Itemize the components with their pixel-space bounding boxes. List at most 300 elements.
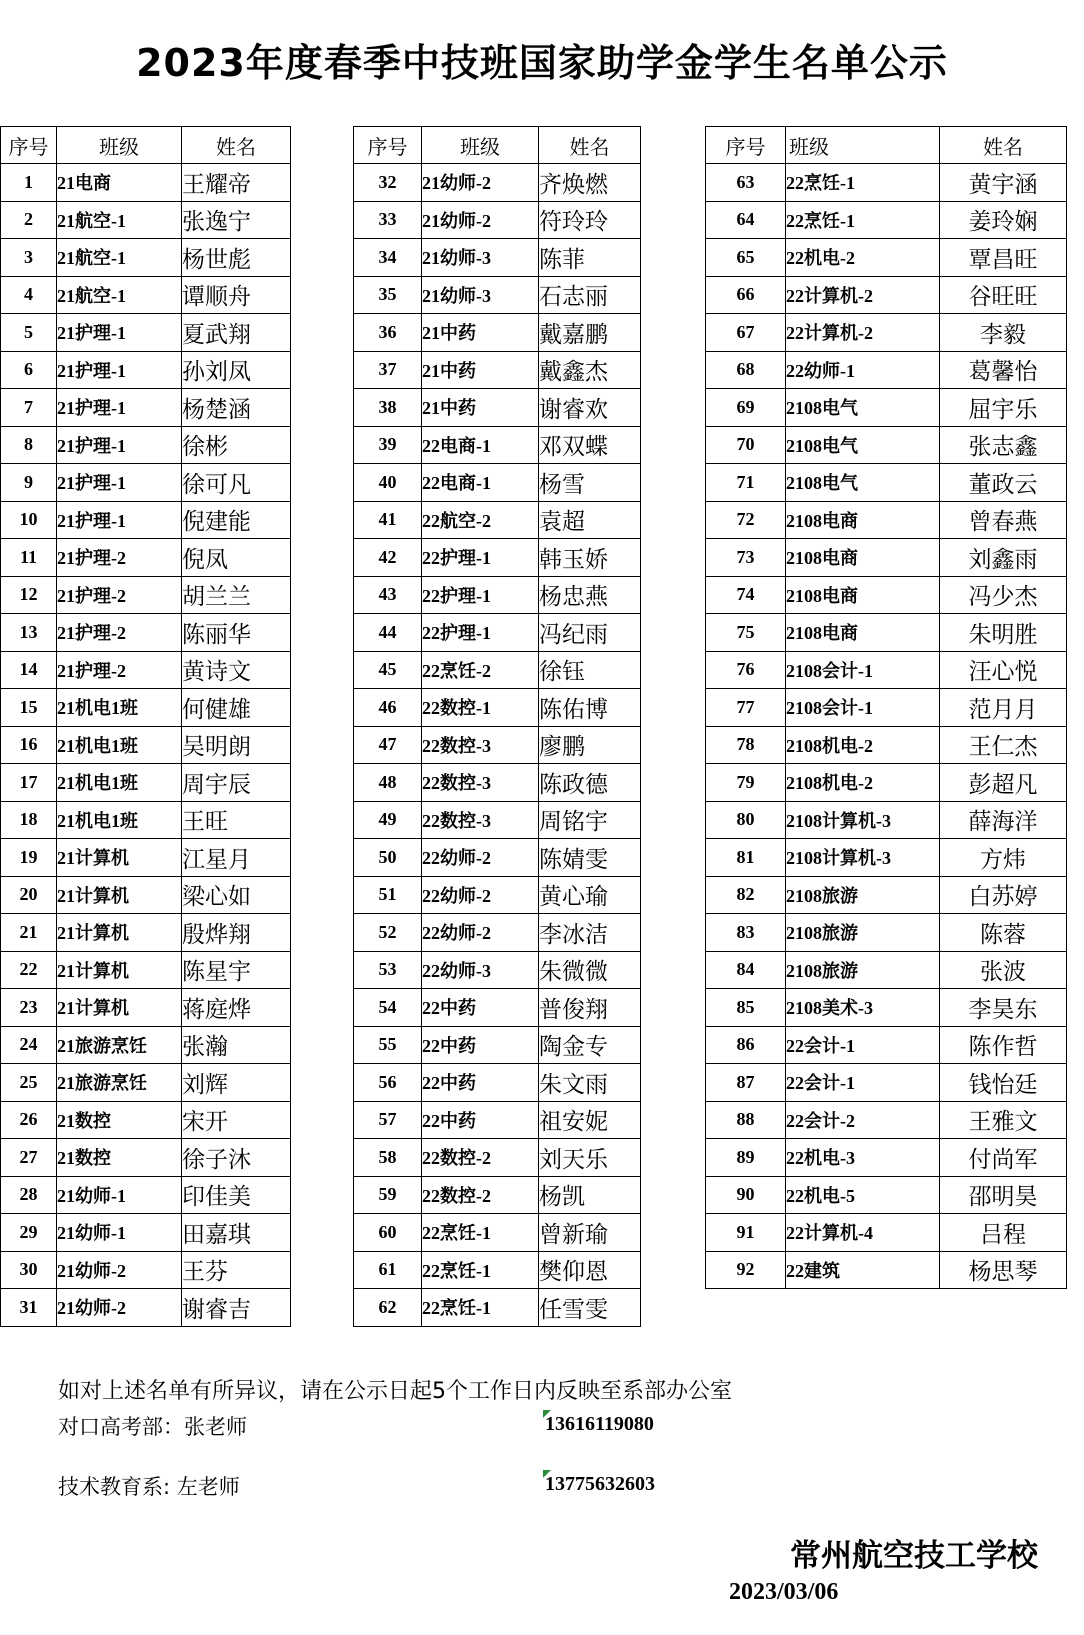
row-student-name: 范月月 — [940, 689, 1067, 727]
row-number: 85 — [706, 989, 786, 1027]
row-number: 6 — [1, 351, 57, 389]
row-class: 2108电商 — [786, 539, 940, 577]
row-student-name: 殷烨翔 — [182, 914, 291, 952]
row-student-name: 周铭宇 — [539, 801, 641, 839]
row-student-name: 徐钰 — [539, 651, 641, 689]
row-number: 31 — [1, 1289, 57, 1327]
table-row — [706, 389, 1067, 427]
row-class: 21幼师-3 — [422, 239, 539, 277]
row-class: 22中药 — [422, 1064, 539, 1102]
row-class: 21幼师-2 — [422, 201, 539, 239]
table-row — [354, 1064, 641, 1102]
row-number: 3 — [1, 239, 57, 277]
row-number: 35 — [354, 276, 422, 314]
row-class: 22护理-1 — [422, 576, 539, 614]
table-row — [706, 989, 1067, 1027]
row-number: 69 — [706, 389, 786, 427]
row-student-name: 钱怡廷 — [940, 1064, 1067, 1102]
row-student-name: 陈作哲 — [940, 1026, 1067, 1064]
row-number: 58 — [354, 1139, 422, 1177]
row-class: 2108美术-3 — [786, 989, 940, 1027]
row-number: 23 — [1, 989, 57, 1027]
contact-phone — [545, 1413, 654, 1436]
row-number: 30 — [1, 1251, 57, 1289]
table-row — [1, 951, 291, 989]
table-row — [706, 576, 1067, 614]
row-student-name: 葛馨怡 — [940, 351, 1067, 389]
row-student-name: 刘天乐 — [539, 1139, 641, 1177]
row-number: 46 — [354, 689, 422, 727]
row-number: 87 — [706, 1064, 786, 1102]
row-class: 22计算机-2 — [786, 314, 940, 352]
school-name: 常州航空技工学校 — [790, 1538, 1038, 1574]
row-class: 22会计-2 — [786, 1101, 940, 1139]
row-number: 9 — [1, 464, 57, 502]
row-number: 38 — [354, 389, 422, 427]
row-student-name: 李冰洁 — [539, 914, 641, 952]
publish-date: 2023/03/06 — [729, 1579, 839, 1605]
row-number: 66 — [706, 276, 786, 314]
table-row — [1, 576, 291, 614]
table-row — [354, 1251, 641, 1289]
row-number: 47 — [354, 726, 422, 764]
row-student-name: 张逸宁 — [182, 201, 291, 239]
row-class: 22中药 — [422, 989, 539, 1027]
row-number: 21 — [1, 914, 57, 952]
header-no: 序号 — [1, 127, 57, 164]
row-number: 43 — [354, 576, 422, 614]
row-student-name: 祖安妮 — [539, 1101, 641, 1139]
row-number: 25 — [1, 1064, 57, 1102]
row-student-name: 方炜 — [940, 839, 1067, 877]
contact-phone — [545, 1473, 655, 1496]
header-no: 序号 — [706, 127, 786, 164]
row-number: 77 — [706, 689, 786, 727]
table-row — [1, 651, 291, 689]
header-class: 班级 — [786, 127, 940, 164]
row-class: 21护理-1 — [57, 426, 182, 464]
table-row — [1, 1139, 291, 1177]
row-number: 56 — [354, 1064, 422, 1102]
row-number: 5 — [1, 314, 57, 352]
row-number: 70 — [706, 426, 786, 464]
row-number: 86 — [706, 1026, 786, 1064]
table-row — [354, 1101, 641, 1139]
row-student-name: 杨忠燕 — [539, 576, 641, 614]
row-class: 22机电-3 — [786, 1139, 940, 1177]
row-student-name: 陈星宇 — [182, 951, 291, 989]
row-class: 22烹饪-1 — [422, 1251, 539, 1289]
row-number: 71 — [706, 464, 786, 502]
row-student-name: 董政云 — [940, 464, 1067, 502]
page-title: 2023年度春季中技班国家助学金学生名单公示 — [136, 41, 948, 85]
row-number: 92 — [706, 1251, 786, 1289]
row-student-name: 黄心瑜 — [539, 876, 641, 914]
row-student-name: 任雪雯 — [539, 1289, 641, 1327]
row-student-name: 陈丽华 — [182, 614, 291, 652]
row-class: 22幼师-2 — [422, 876, 539, 914]
row-number: 73 — [706, 539, 786, 577]
row-student-name: 陈佑博 — [539, 689, 641, 727]
row-class: 22数控-3 — [422, 801, 539, 839]
row-number: 53 — [354, 951, 422, 989]
row-student-name: 江星月 — [182, 839, 291, 877]
row-class: 21航空-1 — [57, 239, 182, 277]
row-student-name: 陈菲 — [539, 239, 641, 277]
row-number: 88 — [706, 1101, 786, 1139]
row-number: 28 — [1, 1176, 57, 1214]
row-student-name: 王仁杰 — [940, 726, 1067, 764]
table-row — [354, 239, 641, 277]
row-student-name: 谢睿吉 — [182, 1289, 291, 1327]
table-row — [1, 426, 291, 464]
row-number: 40 — [354, 464, 422, 502]
table-row — [706, 1101, 1067, 1139]
row-number: 4 — [1, 276, 57, 314]
row-student-name: 张波 — [940, 951, 1067, 989]
row-class: 22幼师-2 — [422, 914, 539, 952]
row-number: 16 — [1, 726, 57, 764]
table-row — [354, 689, 641, 727]
row-class: 22烹饪-2 — [422, 651, 539, 689]
row-class: 21护理-2 — [57, 539, 182, 577]
row-student-name: 谢睿欢 — [539, 389, 641, 427]
row-class: 21护理-1 — [57, 501, 182, 539]
row-class: 22计算机-2 — [786, 276, 940, 314]
row-number: 44 — [354, 614, 422, 652]
row-student-name: 黄宇涵 — [940, 164, 1067, 202]
row-class: 2108会计-1 — [786, 689, 940, 727]
contact-label: 对口高考部：张老师 — [58, 1415, 247, 1439]
row-class: 22幼师-2 — [422, 839, 539, 877]
row-student-name: 蒋庭烨 — [182, 989, 291, 1027]
table-row — [354, 1139, 641, 1177]
row-class: 21幼师-1 — [57, 1214, 182, 1252]
row-number: 20 — [1, 876, 57, 914]
row-class: 22幼师-1 — [786, 351, 940, 389]
row-number: 76 — [706, 651, 786, 689]
row-number: 61 — [354, 1251, 422, 1289]
table-row — [706, 314, 1067, 352]
table-row — [706, 614, 1067, 652]
row-number: 41 — [354, 501, 422, 539]
row-student-name: 何健雄 — [182, 689, 291, 727]
table-row — [354, 576, 641, 614]
row-class: 22建筑 — [786, 1251, 940, 1289]
contact-phone-number: 13775632603 — [545, 1473, 655, 1495]
table-row — [1, 876, 291, 914]
row-class: 2108机电-2 — [786, 764, 940, 802]
row-class: 21幼师-2 — [57, 1289, 182, 1327]
row-class: 21航空-1 — [57, 276, 182, 314]
row-student-name: 杨思琴 — [940, 1251, 1067, 1289]
row-student-name: 陈蓉 — [940, 914, 1067, 952]
row-student-name: 黄诗文 — [182, 651, 291, 689]
table-row — [1, 539, 291, 577]
row-student-name: 姜玲娴 — [940, 201, 1067, 239]
row-student-name: 戴嘉鹏 — [539, 314, 641, 352]
table-row — [706, 276, 1067, 314]
table-row — [1, 314, 291, 352]
row-class: 21机电1班 — [57, 801, 182, 839]
contact-label: 技术教育系: 左老师 — [58, 1475, 240, 1499]
row-student-name: 刘辉 — [182, 1064, 291, 1102]
header-name: 姓名 — [539, 127, 641, 164]
row-number: 17 — [1, 764, 57, 802]
row-number: 22 — [1, 951, 57, 989]
table-row — [1, 164, 291, 202]
table-row — [706, 951, 1067, 989]
header-name: 姓名 — [182, 127, 291, 164]
row-class: 21幼师-2 — [422, 164, 539, 202]
row-student-name: 印佳美 — [182, 1176, 291, 1214]
header-name: 姓名 — [940, 127, 1067, 164]
roster-table-2 — [353, 126, 641, 1327]
row-number: 63 — [706, 164, 786, 202]
table-row — [354, 351, 641, 389]
row-number: 81 — [706, 839, 786, 877]
header-class: 班级 — [422, 127, 539, 164]
table-row — [354, 651, 641, 689]
row-student-name: 戴鑫杰 — [539, 351, 641, 389]
row-class: 22航空-2 — [422, 501, 539, 539]
table-row — [354, 314, 641, 352]
table-row — [354, 801, 641, 839]
row-number: 24 — [1, 1026, 57, 1064]
table-row — [706, 651, 1067, 689]
table-row — [354, 539, 641, 577]
table-row — [1, 351, 291, 389]
row-class: 21幼师-2 — [57, 1251, 182, 1289]
row-student-name: 宋开 — [182, 1101, 291, 1139]
row-class: 22机电-5 — [786, 1176, 940, 1214]
header-class: 班级 — [57, 127, 182, 164]
row-student-name: 谷旺旺 — [940, 276, 1067, 314]
table-row — [354, 426, 641, 464]
row-number: 48 — [354, 764, 422, 802]
table-row — [706, 426, 1067, 464]
row-class: 21旅游烹饪 — [57, 1026, 182, 1064]
contact-phone-number: 13616119080 — [545, 1413, 654, 1435]
row-class: 22电商-1 — [422, 464, 539, 502]
row-student-name: 冯少杰 — [940, 576, 1067, 614]
row-class: 22数控-3 — [422, 726, 539, 764]
row-student-name: 冯纪雨 — [539, 614, 641, 652]
row-class: 22烹饪-1 — [422, 1214, 539, 1252]
row-class: 21计算机 — [57, 951, 182, 989]
row-student-name: 樊仰恩 — [539, 1251, 641, 1289]
row-number: 33 — [354, 201, 422, 239]
objection-notice: 如对上述名单有所异议，请在公示日起5个工作日内反映至系部办公室 — [58, 1379, 732, 1404]
row-number: 80 — [706, 801, 786, 839]
row-class: 2108电气 — [786, 464, 940, 502]
row-class: 21护理-1 — [57, 389, 182, 427]
row-class: 21计算机 — [57, 914, 182, 952]
row-student-name: 覃昌旺 — [940, 239, 1067, 277]
row-student-name: 杨雪 — [539, 464, 641, 502]
row-class: 21护理-1 — [57, 464, 182, 502]
table-row — [706, 464, 1067, 502]
row-student-name: 曾新瑜 — [539, 1214, 641, 1252]
table-row — [354, 1176, 641, 1214]
row-student-name: 朱文雨 — [539, 1064, 641, 1102]
table-row — [706, 1251, 1067, 1289]
row-student-name: 付尚军 — [940, 1139, 1067, 1177]
table-header-row — [1, 127, 291, 164]
row-number: 74 — [706, 576, 786, 614]
row-student-name: 陈婧雯 — [539, 839, 641, 877]
table-row — [1, 1026, 291, 1064]
table-row — [1, 764, 291, 802]
row-class: 21旅游烹饪 — [57, 1064, 182, 1102]
row-class: 21机电1班 — [57, 689, 182, 727]
roster-table-3 — [705, 126, 1067, 1289]
row-number: 34 — [354, 239, 422, 277]
table-row — [354, 276, 641, 314]
row-class: 22烹饪-1 — [786, 201, 940, 239]
table-row — [706, 539, 1067, 577]
table-row — [1, 914, 291, 952]
row-class: 2108旅游 — [786, 876, 940, 914]
row-number: 78 — [706, 726, 786, 764]
table-row — [354, 501, 641, 539]
table-row — [354, 951, 641, 989]
row-student-name: 谭顺舟 — [182, 276, 291, 314]
table-row — [1, 689, 291, 727]
row-student-name: 刘鑫雨 — [940, 539, 1067, 577]
row-class: 22计算机-4 — [786, 1214, 940, 1252]
row-number: 65 — [706, 239, 786, 277]
row-class: 22会计-1 — [786, 1064, 940, 1102]
row-student-name: 王芬 — [182, 1251, 291, 1289]
row-student-name: 袁超 — [539, 501, 641, 539]
row-class: 2108电气 — [786, 426, 940, 464]
row-class: 2108计算机-3 — [786, 801, 940, 839]
row-student-name: 屈宇乐 — [940, 389, 1067, 427]
row-student-name: 王雅文 — [940, 1101, 1067, 1139]
row-number: 50 — [354, 839, 422, 877]
row-number: 39 — [354, 426, 422, 464]
row-number: 27 — [1, 1139, 57, 1177]
row-student-name: 王耀帝 — [182, 164, 291, 202]
row-class: 21计算机 — [57, 876, 182, 914]
table-row — [706, 1139, 1067, 1177]
table-row — [1, 464, 291, 502]
table-row — [354, 164, 641, 202]
row-class: 21计算机 — [57, 989, 182, 1027]
row-number: 7 — [1, 389, 57, 427]
table-row — [354, 1214, 641, 1252]
row-student-name: 倪建能 — [182, 501, 291, 539]
table-row — [706, 839, 1067, 877]
row-number: 14 — [1, 651, 57, 689]
table-row — [354, 876, 641, 914]
row-number: 64 — [706, 201, 786, 239]
row-class: 21航空-1 — [57, 201, 182, 239]
row-class: 22数控-3 — [422, 764, 539, 802]
table-row — [1, 1101, 291, 1139]
row-number: 32 — [354, 164, 422, 202]
row-student-name: 徐子沐 — [182, 1139, 291, 1177]
cell-comment-marker — [543, 1470, 551, 1478]
row-student-name: 胡兰兰 — [182, 576, 291, 614]
row-class: 21护理-1 — [57, 351, 182, 389]
row-class: 21计算机 — [57, 839, 182, 877]
row-class: 21数控 — [57, 1139, 182, 1177]
row-number: 54 — [354, 989, 422, 1027]
row-student-name: 曾春燕 — [940, 501, 1067, 539]
row-student-name: 陶金专 — [539, 1026, 641, 1064]
row-student-name: 杨楚涵 — [182, 389, 291, 427]
table-row — [706, 726, 1067, 764]
table-row — [1, 239, 291, 277]
row-student-name: 齐焕燃 — [539, 164, 641, 202]
table-row — [706, 914, 1067, 952]
row-class: 22会计-1 — [786, 1026, 940, 1064]
row-number: 62 — [354, 1289, 422, 1327]
row-student-name: 徐可凡 — [182, 464, 291, 502]
row-number: 57 — [354, 1101, 422, 1139]
row-class: 22数控-2 — [422, 1176, 539, 1214]
row-class: 2108旅游 — [786, 951, 940, 989]
row-student-name: 韩玉娇 — [539, 539, 641, 577]
table-row — [354, 989, 641, 1027]
row-number: 13 — [1, 614, 57, 652]
table-row — [706, 351, 1067, 389]
table-header-row — [706, 127, 1067, 164]
row-class: 21中药 — [422, 314, 539, 352]
row-number: 18 — [1, 801, 57, 839]
row-student-name: 邓双蝶 — [539, 426, 641, 464]
row-class: 2108旅游 — [786, 914, 940, 952]
table-row — [1, 1289, 291, 1327]
row-student-name: 孙刘凤 — [182, 351, 291, 389]
row-number: 67 — [706, 314, 786, 352]
table-row — [706, 501, 1067, 539]
table-row — [706, 764, 1067, 802]
table-row — [706, 876, 1067, 914]
row-class: 21机电1班 — [57, 726, 182, 764]
row-student-name: 梁心如 — [182, 876, 291, 914]
row-class: 22机电-2 — [786, 239, 940, 277]
table-row — [1, 389, 291, 427]
row-class: 21电商 — [57, 164, 182, 202]
table-row — [706, 1026, 1067, 1064]
table-row — [354, 839, 641, 877]
row-number: 19 — [1, 839, 57, 877]
table-row — [354, 1026, 641, 1064]
table-row — [354, 726, 641, 764]
row-student-name: 杨凯 — [539, 1176, 641, 1214]
row-student-name: 张志鑫 — [940, 426, 1067, 464]
row-number: 51 — [354, 876, 422, 914]
row-student-name: 周宇辰 — [182, 764, 291, 802]
header-no: 序号 — [354, 127, 422, 164]
row-class: 21数控 — [57, 1101, 182, 1139]
row-class: 21机电1班 — [57, 764, 182, 802]
row-student-name: 廖鹏 — [539, 726, 641, 764]
row-student-name: 彭超凡 — [940, 764, 1067, 802]
row-number: 8 — [1, 426, 57, 464]
table-row — [706, 164, 1067, 202]
row-number: 29 — [1, 1214, 57, 1252]
row-student-name: 吕程 — [940, 1214, 1067, 1252]
row-class: 21中药 — [422, 389, 539, 427]
cell-comment-marker — [543, 1410, 551, 1418]
table-row — [1, 801, 291, 839]
row-class: 22数控-1 — [422, 689, 539, 727]
table-row — [354, 914, 641, 952]
